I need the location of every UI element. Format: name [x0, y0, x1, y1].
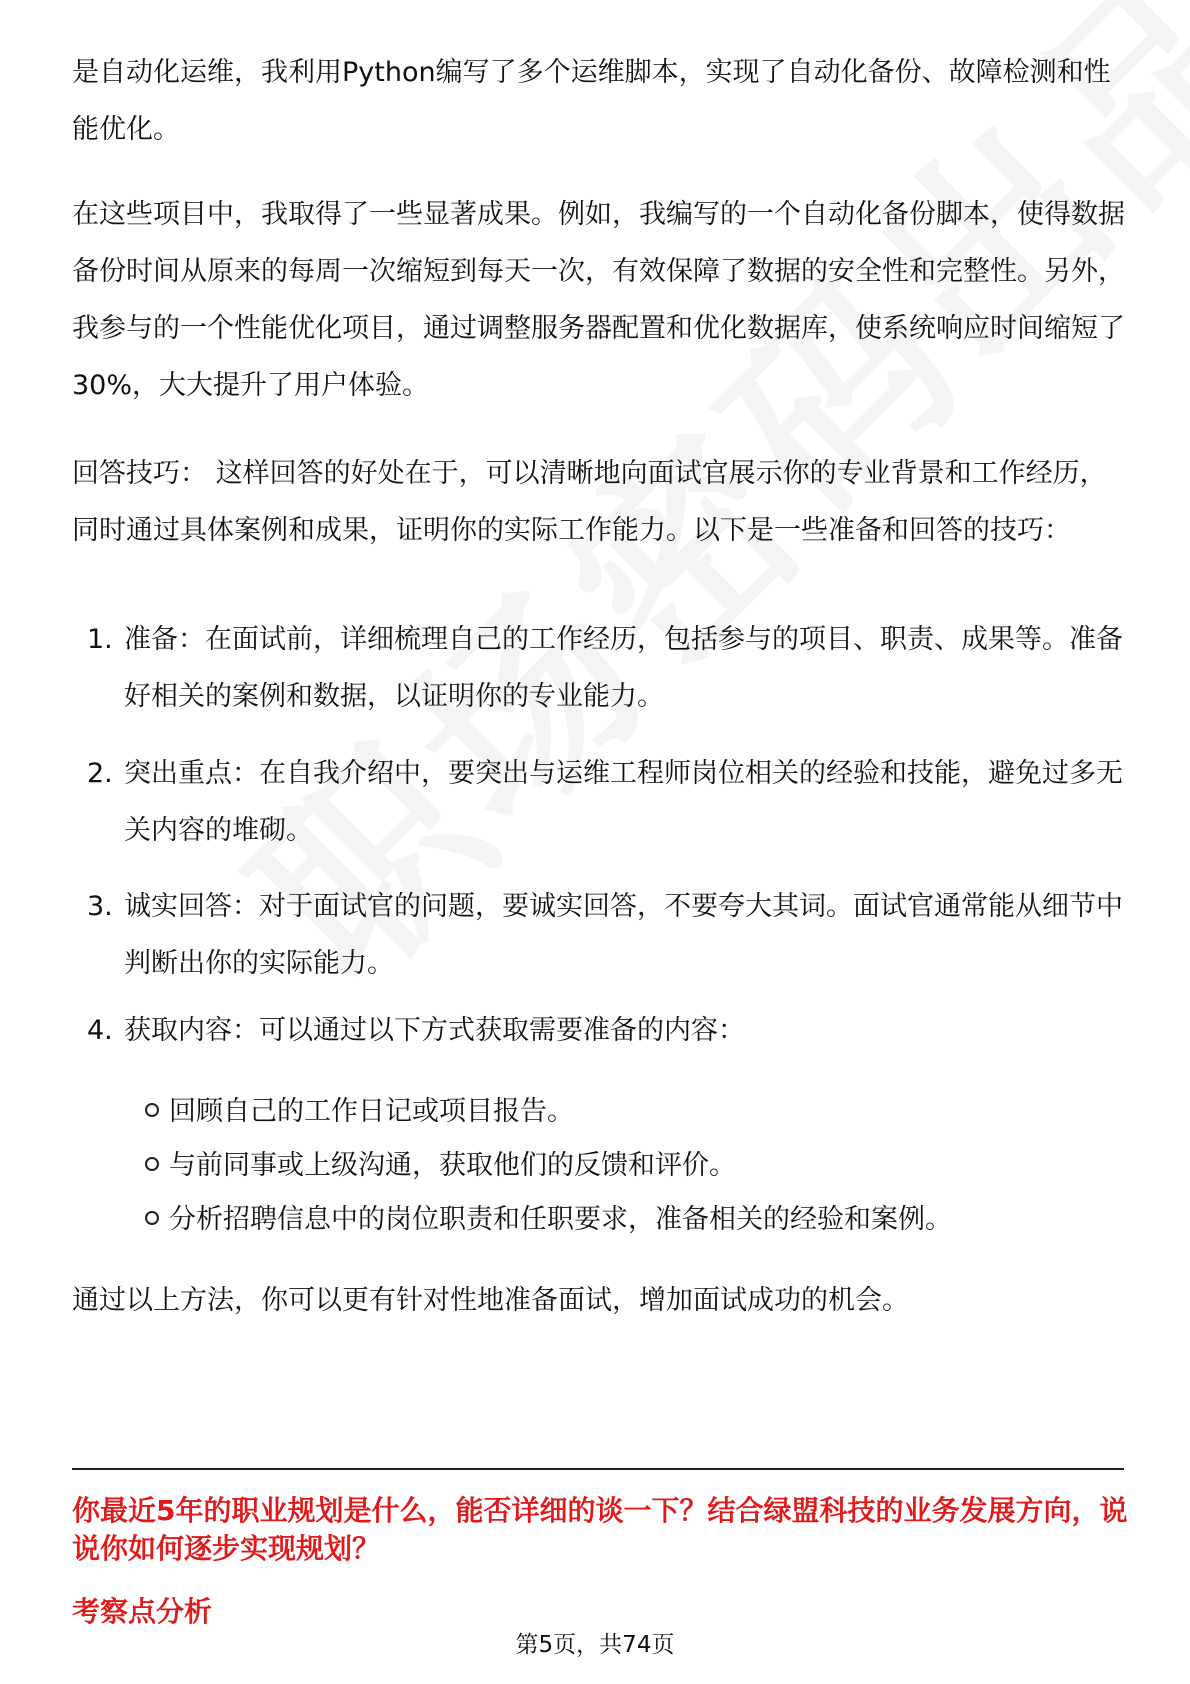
hollow-bullet-icon: [145, 1211, 159, 1225]
list-number: 3.: [87, 891, 113, 922]
list-item-text: 获取内容：可以通过以下方式获取需要准备的内容：: [124, 1015, 745, 1046]
sub-list-item: [145, 1137, 1135, 1194]
hollow-bullet-icon: [145, 1103, 159, 1117]
list-number: 4.: [87, 1015, 113, 1046]
sub-list-item-text: 回顾自己的工作日记或项目报告。: [169, 1096, 574, 1127]
divider: [72, 1468, 1124, 1470]
paragraph-closing: 通过以上方法，你可以更有针对性地准备面试，增加面试成功的机会。: [72, 1285, 909, 1316]
sub-list-item-text: 与前同事或上级沟通，获取他们的反馈和评价。: [169, 1150, 736, 1181]
interview-question: 你最近5年的职业规划是什么，能否详细的谈一下？结合绿盟科技的业务发展方向，说说你如何逐步实现规划？: [72, 1494, 1128, 1565]
paragraph-achievements: 在这些项目中，我取得了一些显著成果。例如，我编写的一个自动化备份脚本，使得数据备份时间从原来的每周一次缩短到每天一次，有效保障了数据的安全性和完整性。另外，我参与的一个性能优化项目，通过调整服务器配置和优化数据库，使系统响应时间缩短了30%，大大提升了用户体验。: [72, 199, 1125, 401]
list-item-text: 诚实回答：对于面试官的问题，要诚实回答，不要夸大其词。面试官通常能从细节中判断出你的实际能力。: [124, 891, 1123, 979]
list-number: 2.: [87, 758, 113, 789]
paragraph-answer-tips: 回答技巧： 这样回答的好处在于，可以清晰地向面试官展示你的专业背景和工作经历，同时通过具体案例和成果，证明你的实际工作能力。以下是一些准备和回答的技巧：: [72, 458, 1107, 546]
list-number: 1.: [87, 624, 113, 655]
sub-list-item: [145, 1191, 1135, 1248]
page-number: 第5页，共74页: [515, 1632, 675, 1658]
paragraph-automation-ops: 是自动化运维，我利用Python编写了多个运维脚本，实现了自动化备份、故障检测和性能优化。: [72, 57, 1111, 145]
hollow-bullet-icon: [145, 1157, 159, 1171]
list-item-text: 准备：在面试前，详细梳理自己的工作经历，包括参与的项目、职责、成果等。准备好相关的案例和数据，以证明你的专业能力。: [124, 624, 1123, 712]
sub-list-item: [145, 1083, 1135, 1140]
list-item-text: 突出重点：在自我介绍中，要突出与运维工程师岗位相关的经验和技能，避免过多无关内容的堆砌。: [124, 758, 1123, 846]
section-title: 考察点分析: [72, 1595, 213, 1628]
sub-list-item-text: 分析招聘信息中的岗位职责和任职要求，准备相关的经验和案例。: [169, 1204, 952, 1235]
